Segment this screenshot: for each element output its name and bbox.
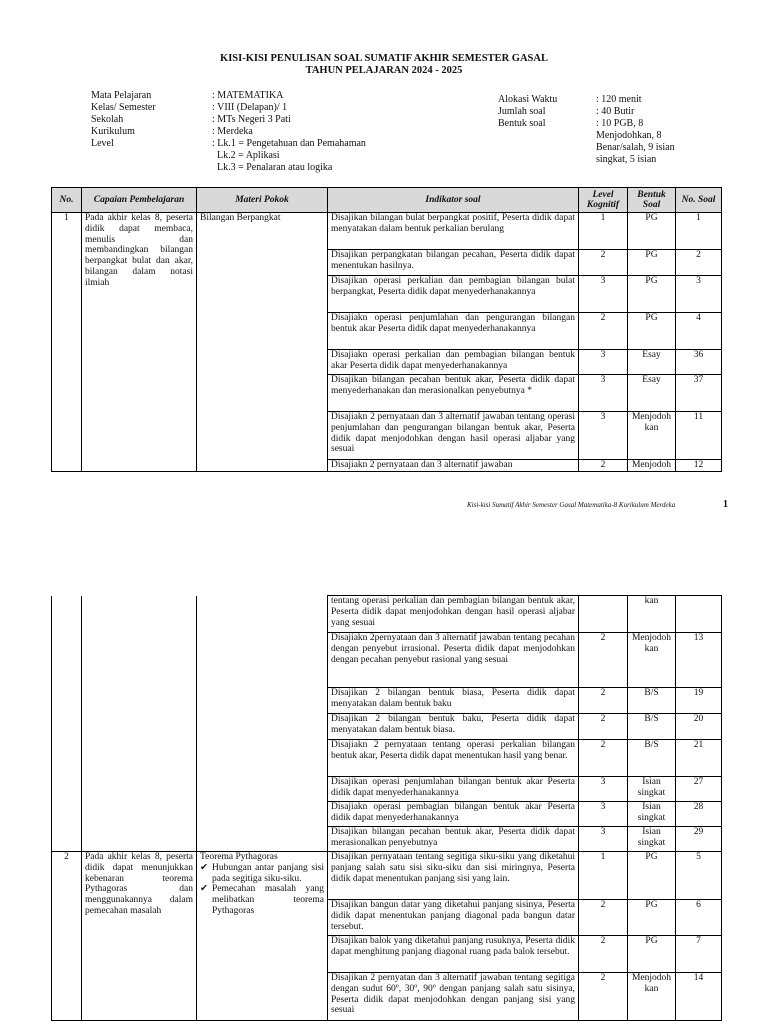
materi-item-text: Pemecahan masalah yang melibatkan teorema Pythagoras bbox=[212, 884, 324, 916]
row-number: 1 bbox=[52, 213, 82, 472]
materi-checklist-item bbox=[200, 863, 324, 885]
materi-cell bbox=[197, 852, 328, 1021]
label-mata-pelajaran: Mata Pelajaran bbox=[91, 90, 152, 101]
title-line-2: TAHUN PELAJARAN 2024 - 2025 bbox=[305, 65, 463, 76]
label-bentuk-soal: Bentuk soal bbox=[498, 118, 546, 129]
materi-checklist-item bbox=[200, 884, 324, 916]
row-number: 2 bbox=[52, 852, 82, 1021]
level-cell: 2 bbox=[579, 460, 628, 472]
value-sekolah: : MTs Negeri 3 Pati bbox=[212, 114, 291, 125]
materi-cell: Bilangan Berpangkat bbox=[197, 213, 328, 472]
kisi-kisi-table-page-2 bbox=[51, 595, 722, 1021]
nosoal-cell: 12 bbox=[676, 460, 722, 472]
header-level: Level Kognitif bbox=[579, 188, 628, 213]
page-number: 1 bbox=[723, 499, 728, 510]
level-cell: 2 bbox=[579, 688, 628, 714]
value-alokasi-waktu: : 120 menit bbox=[596, 94, 642, 105]
level-cell: 2 bbox=[579, 250, 628, 276]
info-left-labels bbox=[91, 90, 156, 150]
capaian-cell-continued bbox=[82, 596, 197, 852]
indikator-cell: Disajikan 2 bilangan bentuk baku, Peserta didik dapat menyatakan dalam bentuk biasa. bbox=[328, 714, 579, 740]
level-cell: 2 bbox=[579, 714, 628, 740]
nosoal-cell: 1 bbox=[676, 213, 722, 250]
level-cell: 3 bbox=[579, 777, 628, 802]
bentuk-cell: Esay bbox=[628, 375, 676, 412]
value-level-2: Lk.2 = Aplikasi bbox=[217, 150, 280, 161]
bentuk-cell: kan bbox=[628, 596, 676, 633]
nosoal-cell: 6 bbox=[676, 900, 722, 936]
bentuk-cell: PG bbox=[628, 852, 676, 900]
label-kurikulum: Kurikulum bbox=[91, 126, 135, 137]
indikator-cell: Disajikan operasi penjumlahan bilangan bentuk akar Peserta didik dapat menyederhanakannya bbox=[328, 777, 579, 802]
value-level-1: : Lk.1 = Pengetahuan dan Pemahaman bbox=[212, 138, 366, 149]
table-row bbox=[52, 852, 722, 900]
bentuk-cell: Isian singkat bbox=[628, 777, 676, 802]
materi-item-text: Hubungan antar panjang sisi pada segitiga siku-siku. bbox=[212, 862, 324, 884]
label-kelas-semester: Kelas/ Semester bbox=[91, 102, 156, 113]
row-number-continued bbox=[52, 596, 82, 852]
indikator-cell: Disajikan perpangkatan bilangan pecahan, Peserta didik dapat menentukan hasilnya. bbox=[328, 250, 579, 276]
bentuk-cell: B/S bbox=[628, 688, 676, 714]
level-cell bbox=[579, 596, 628, 633]
header-capaian: Capaian Pembelajaran bbox=[82, 188, 197, 213]
label-jumlah-soal: Jumlah soal bbox=[498, 106, 546, 117]
bentuk-cell: Isian singkat bbox=[628, 827, 676, 852]
indikator-cell: Disajikan bilangan pecahan bentuk akar, Peserta didik dapat menyederhanakan dan merasionalkan penyebutnya * bbox=[328, 375, 579, 412]
value-bentuk-soal-1: : 10 PGB, 8 bbox=[596, 118, 644, 129]
indikator-cell: Disajikan operasi perkalian dan pembagian bilangan bulat berpangkat, Peserta didik dapat menyederhanakannya bbox=[328, 276, 579, 313]
title-line-1: KISI-KISI PENULISAN SOAL SUMATIF AKHIR SEMESTER GASAL bbox=[220, 53, 548, 64]
value-level-3: Lk.3 = Penalaran atau logika bbox=[217, 162, 333, 173]
indikator-cell: Disajikan bangun datar yang diketahui panjang sisinya, Peserta didik dapat menentukan panjang diagonal pada bangun datar tersebut. bbox=[328, 900, 579, 936]
level-cell: 3 bbox=[579, 827, 628, 852]
bentuk-cell: B/S bbox=[628, 740, 676, 777]
nosoal-cell: 3 bbox=[676, 276, 722, 313]
header-nosoal: No. Soal bbox=[676, 188, 722, 213]
value-bentuk-soal-3: Benar/salah, 9 isian bbox=[596, 142, 675, 153]
value-bentuk-soal-2: Menjodohkan, 8 bbox=[596, 130, 662, 141]
indikator-cell: Disajiakn 2 pernyataan tentang operasi perkalian bilangan bentuk akar, Peserta didik dapat menentukan hasil yang benar. bbox=[328, 740, 579, 777]
indikator-cell: Disajiakn 2 pernyataan dan 3 alternatif jawaban tentang operasi penjumlahan dan pengurangan bilangan bentuk akar, Peserta didik dapat menjodohkan dengan hasil operasi aljabar yang sesuai bbox=[328, 412, 579, 460]
materi-checklist bbox=[200, 863, 324, 917]
bentuk-cell: Menjodoh kan bbox=[628, 633, 676, 688]
nosoal-cell: 14 bbox=[676, 973, 722, 1021]
level-cell: 2 bbox=[579, 633, 628, 688]
level-cell: 3 bbox=[579, 350, 628, 375]
level-cell: 2 bbox=[579, 936, 628, 973]
level-cell: 3 bbox=[579, 276, 628, 313]
level-cell: 3 bbox=[579, 412, 628, 460]
table-row bbox=[52, 213, 722, 250]
bentuk-cell: PG bbox=[628, 936, 676, 973]
indikator-cell: Disajiakn operasi perkalian dan pembagian bilangan bentuk akar Peserta didik dapat menyederhanakannya bbox=[328, 350, 579, 375]
header-materi: Materi Pokok bbox=[197, 188, 328, 213]
level-cell: 2 bbox=[579, 900, 628, 936]
indikator-cell: Disajiakn 2 pernyataan dan 3 alternatif jawaban bbox=[328, 460, 579, 472]
indikator-cell: Disajikan bilangan pecahan bentuk akar, Peserta didik dapat merasionalkan penyebutnya bbox=[328, 827, 579, 852]
nosoal-cell: 4 bbox=[676, 313, 722, 350]
value-kelas-semester: : VIII (Delapan)/ 1 bbox=[212, 102, 288, 113]
indikator-cell: Disajiakn operasi pembagian bilangan bentuk akar Peserta didik dapat menyederhanakannya bbox=[328, 802, 579, 827]
checkmark-icon: ✔ bbox=[200, 862, 208, 873]
checkmark-icon: ✔ bbox=[200, 884, 208, 895]
bentuk-cell: PG bbox=[628, 900, 676, 936]
nosoal-cell: 2 bbox=[676, 250, 722, 276]
nosoal-cell: 5 bbox=[676, 852, 722, 900]
indikator-cell: Disajiakn operasi penjumlahan dan pengurangan bilangan bentuk akar Peserta didik dapat menyederhanakannya bbox=[328, 313, 579, 350]
indikator-cell: Disajikan balok yang diketahui panjang rusuknya, Peserta didik dapat menghitung panjang diagonal ruang pada balok tersebut. bbox=[328, 936, 579, 973]
bentuk-cell: B/S bbox=[628, 714, 676, 740]
header-indikator: Indikator soal bbox=[328, 188, 579, 213]
level-cell: 1 bbox=[579, 852, 628, 900]
info-right-labels bbox=[498, 94, 557, 130]
document-title bbox=[0, 53, 768, 77]
nosoal-cell: 21 bbox=[676, 740, 722, 777]
level-cell: 2 bbox=[579, 973, 628, 1021]
bentuk-cell: PG bbox=[628, 313, 676, 350]
capaian-cell: Pada akhir kelas 8, peserta didik dapat membaca, menulis dan membandingkan bilangan berpangkat bulat dan akar, bilangan dalam notasi ilmiah bbox=[82, 213, 197, 472]
indikator-cell: Disajikan bilangan bulat berpangkat positif, Peserta didik dapat menyatakan dalam bentuk perkalian berulang bbox=[328, 213, 579, 250]
info-left-values bbox=[212, 90, 366, 174]
materi-cell-continued bbox=[197, 596, 328, 852]
nosoal-cell: 36 bbox=[676, 350, 722, 375]
nosoal-cell: 7 bbox=[676, 936, 722, 973]
page-footer: Kisi-kisi Sumatif Akhir Semester Gasal Matematika-8 Kurikulum Merdeka bbox=[467, 501, 676, 509]
level-cell: 2 bbox=[579, 740, 628, 777]
table-row bbox=[52, 596, 722, 633]
indikator-cell: Disajiakn 2pernyataan dan 3 alternatif jawaban tentang pecahan dengan penyebut irrasional. Peserta didik dapat menjodohkan dengan pecahan penyebut rasional yang sesuai bbox=[328, 633, 579, 688]
bentuk-cell: PG bbox=[628, 250, 676, 276]
kisi-kisi-table-page-1 bbox=[51, 187, 722, 472]
value-mata-pelajaran: : MATEMATIKA bbox=[212, 90, 284, 101]
value-bentuk-soal-4: singkat, 5 isian bbox=[596, 154, 657, 165]
header-bentuk: Bentuk Soal bbox=[628, 188, 676, 213]
nosoal-cell: 27 bbox=[676, 777, 722, 802]
nosoal-cell: 13 bbox=[676, 633, 722, 688]
info-right-values bbox=[596, 94, 675, 166]
bentuk-cell: Esay bbox=[628, 350, 676, 375]
bentuk-cell: PG bbox=[628, 213, 676, 250]
value-jumlah-soal: : 40 Butir bbox=[596, 106, 635, 117]
capaian-cell: Pada akhir kelas 8, peserta didik dapat menunjukkan kebenaran teorema Pythagoras dan menggunakannya dalam pemecahan masalah bbox=[82, 852, 197, 1021]
nosoal-cell: 28 bbox=[676, 802, 722, 827]
indikator-cell: tentang operasi perkalian dan pembagian bilangan bentuk akar, Peserta didik dapat menjodohkan dengan hasil operasi aljabar yang sesuai bbox=[328, 596, 579, 633]
nosoal-cell: 19 bbox=[676, 688, 722, 714]
nosoal-cell: 20 bbox=[676, 714, 722, 740]
nosoal-cell: 11 bbox=[676, 412, 722, 460]
nosoal-cell: 37 bbox=[676, 375, 722, 412]
bentuk-cell: Menjodoh kan bbox=[628, 412, 676, 460]
level-cell: 1 bbox=[579, 213, 628, 250]
label-sekolah: Sekolah bbox=[91, 114, 124, 125]
bentuk-cell: Isian singkat bbox=[628, 802, 676, 827]
nosoal-cell: 29 bbox=[676, 827, 722, 852]
bentuk-cell: Menjodoh bbox=[628, 460, 676, 472]
indikator-cell: Disajikan 2 bilangan bentuk biasa, Peserta didik dapat menyatakan dalam bentuk baku bbox=[328, 688, 579, 714]
level-cell: 3 bbox=[579, 375, 628, 412]
value-kurikulum: : Merdeka bbox=[212, 126, 253, 137]
level-cell: 3 bbox=[579, 802, 628, 827]
label-alokasi-waktu: Alokasi Waktu bbox=[498, 94, 558, 105]
indikator-cell: Disajikan 2 pernyatan dan 3 alternatif jawaban tentang segitiga dengan sudut 60º, 30º, 90º dengan panjang salah satu sisinya, Peserta didik dapat menjodohkan dengan panjang sisi yang sesuai bbox=[328, 973, 579, 1021]
materi-title: Teorema Pythagoras bbox=[200, 852, 278, 862]
indikator-cell: Disajikan pernyataan tentang segitiga siku-siku yang diketahui panjang salah satu sisi siku-siku dan sisi miringnya, Peserta didik dapat menentukan panjang sisi yang lain. bbox=[328, 852, 579, 900]
bentuk-cell: PG bbox=[628, 276, 676, 313]
label-level: Level bbox=[91, 138, 114, 149]
nosoal-cell bbox=[676, 596, 722, 633]
bentuk-cell: Menjodoh kan bbox=[628, 973, 676, 1021]
level-cell: 2 bbox=[579, 313, 628, 350]
header-no: No. bbox=[52, 188, 82, 213]
